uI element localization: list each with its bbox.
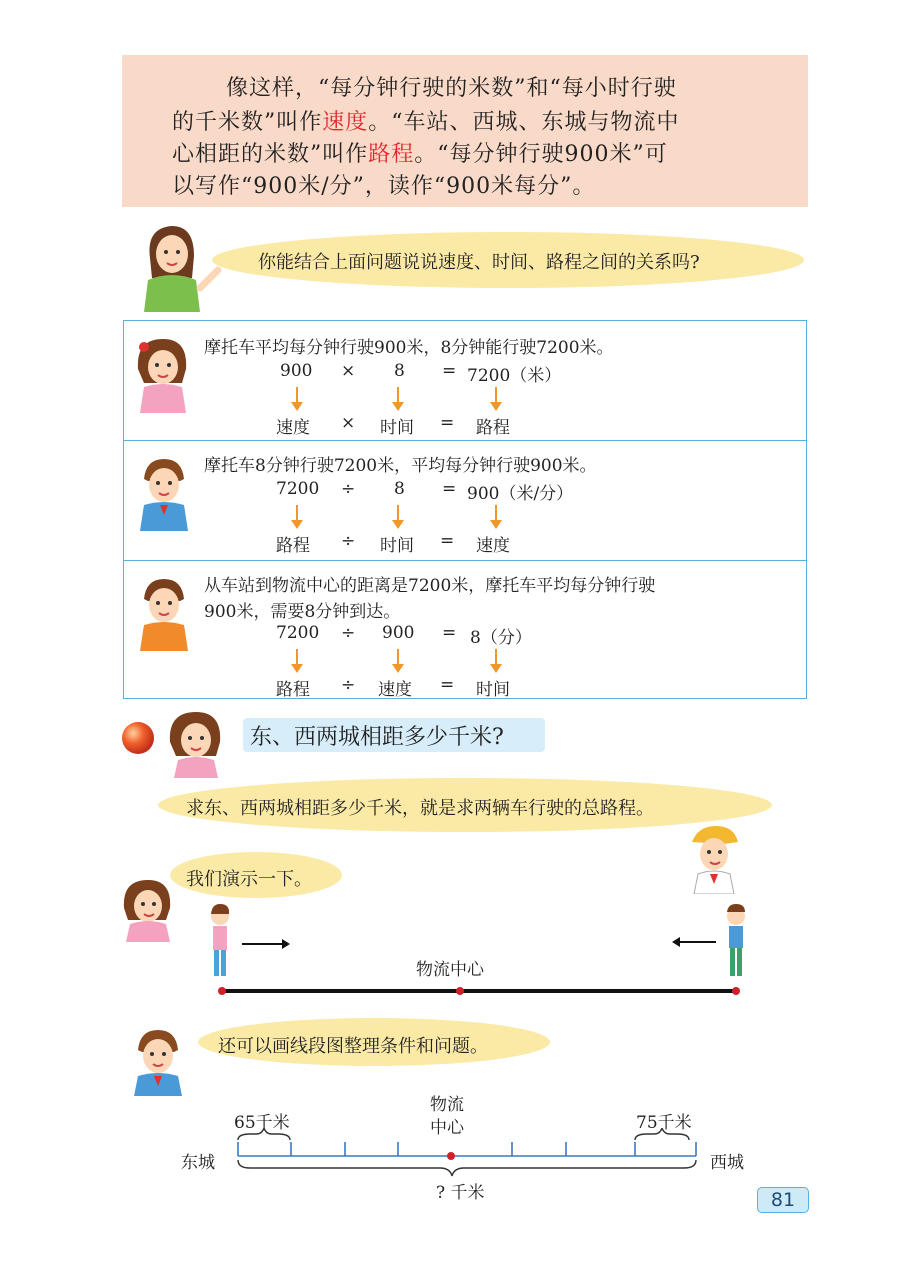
logistics-center-point xyxy=(456,987,464,995)
formula-equals: = xyxy=(442,479,457,499)
total-brace xyxy=(238,1160,696,1176)
red-ball-icon xyxy=(120,720,156,756)
formula-operator: ÷ xyxy=(341,623,356,643)
formula-equals: = xyxy=(442,623,457,643)
west-city-label: 西城 xyxy=(710,1153,744,1173)
term-distance: 路程 xyxy=(368,142,415,167)
formula-operator: × xyxy=(341,413,356,433)
down-arrow-icon xyxy=(495,387,497,403)
formula-word: 时间 xyxy=(380,418,414,438)
boy-with-cap-illustration xyxy=(684,822,742,894)
girl-illustration xyxy=(162,706,230,778)
formula-number: 900 xyxy=(280,361,313,381)
east-city-label: 东城 xyxy=(181,1153,215,1173)
page-number: 81 xyxy=(757,1187,809,1213)
formula-number: 8 xyxy=(394,479,405,499)
boy2-speech-text: 还可以画线段图整理条件和问题。 xyxy=(218,1036,488,1057)
formula-equals: = xyxy=(440,531,455,551)
boy-illustration xyxy=(130,571,196,651)
formula-number: 900 xyxy=(382,623,415,643)
formula-number: 7200 xyxy=(276,623,320,643)
total-distance-label: ? 千米 xyxy=(436,1183,485,1203)
down-arrow-icon xyxy=(397,387,399,403)
definition-text: 。“每分钟行驶900米”可 xyxy=(414,142,668,167)
formula-result: 8（分） xyxy=(470,628,532,648)
formula-equals: = xyxy=(442,361,457,381)
formula-statement: 摩托车平均每分钟行驶900米，8分钟能行驶7200米。 xyxy=(204,338,614,358)
formula-word: 速度 xyxy=(378,680,412,700)
definition-line-4: 以写作“900米/分”，读作“900米每分”。 xyxy=(172,174,596,199)
definition-text: 。“车站、西城、东城与物流中 xyxy=(368,110,680,135)
definition-text: 心相距的米数”叫作 xyxy=(172,142,369,167)
teacher-illustration xyxy=(132,218,222,312)
formula-result: 900（米/分） xyxy=(467,484,574,504)
formula-table xyxy=(123,320,807,699)
boy-speech-text: 求东、西两城相距多少千米，就是求两辆车行驶的总路程。 xyxy=(186,798,654,819)
formula-statement: 从车站到物流中心的距离是7200米，摩托车平均每分钟行驶 xyxy=(204,576,656,596)
definition-box xyxy=(122,55,808,207)
center-label-line-2: 中心 xyxy=(430,1118,464,1138)
east-city-point xyxy=(218,987,226,995)
left-segment-value: 65千米 xyxy=(234,1113,290,1133)
definition-line-1: 像这样，“每分钟行驶的米数”和“每小时行驶 xyxy=(226,76,677,101)
center-label-line-1: 物流 xyxy=(430,1095,464,1115)
formula-word: 路程 xyxy=(276,536,310,556)
term-speed: 速度 xyxy=(322,110,369,135)
down-arrow-icon xyxy=(397,505,399,521)
walking-boy-figure xyxy=(727,904,745,976)
formula-word: 速度 xyxy=(276,418,310,438)
definition-line-3 xyxy=(172,137,668,168)
walking-girl-figure xyxy=(211,904,229,976)
formula-statement-2: 900米，需要8分钟到达。 xyxy=(204,602,401,622)
girl-illustration xyxy=(130,333,196,413)
center-point xyxy=(447,1152,455,1160)
girl-speech-text: 我们演示一下。 xyxy=(186,869,312,890)
down-arrow-icon xyxy=(296,649,298,665)
formula-result: 7200（米） xyxy=(467,366,562,386)
left-arrow-icon xyxy=(672,937,716,947)
formula-word: 时间 xyxy=(476,680,510,700)
right-segment-value: 75千米 xyxy=(636,1113,692,1133)
down-arrow-icon xyxy=(495,649,497,665)
formula-number: 8 xyxy=(394,361,405,381)
formula-equals: = xyxy=(440,413,455,433)
definition-line-2 xyxy=(172,105,680,136)
formula-word: 路程 xyxy=(276,680,310,700)
formula-operator: × xyxy=(341,361,356,381)
formula-statement: 摩托车8分钟行驶7200米，平均每分钟行驶900米。 xyxy=(204,456,597,476)
segment-diagram xyxy=(230,1128,705,1180)
down-arrow-icon xyxy=(495,505,497,521)
teacher-prompt-text: 你能结合上面问题说说速度、时间、路程之间的关系吗? xyxy=(258,252,700,273)
logistics-center-label: 物流中心 xyxy=(416,960,484,980)
down-arrow-icon xyxy=(296,387,298,403)
segment-ticks xyxy=(238,1142,696,1156)
west-city-point xyxy=(732,987,740,995)
girl-illustration xyxy=(118,876,176,942)
formula-word: 速度 xyxy=(476,536,510,556)
formula-equals: = xyxy=(440,675,455,695)
row-divider xyxy=(124,440,806,441)
demonstration-diagram xyxy=(200,900,760,1000)
boy-illustration xyxy=(130,451,196,531)
formula-operator: ÷ xyxy=(341,531,356,551)
formula-word: 路程 xyxy=(476,418,510,438)
down-arrow-icon xyxy=(296,505,298,521)
definition-text: 的千米数”叫作 xyxy=(172,110,323,135)
down-arrow-icon xyxy=(397,649,399,665)
row-divider xyxy=(124,560,806,561)
question-text: 东、西两城相距多少千米? xyxy=(250,725,504,750)
formula-operator: ÷ xyxy=(341,479,356,499)
formula-word: 时间 xyxy=(380,536,414,556)
right-brace xyxy=(635,1128,689,1140)
formula-number: 7200 xyxy=(276,479,320,499)
left-brace xyxy=(238,1128,290,1140)
formula-operator: ÷ xyxy=(341,675,356,695)
right-arrow-icon xyxy=(242,939,290,949)
boy-illustration xyxy=(124,1024,190,1096)
